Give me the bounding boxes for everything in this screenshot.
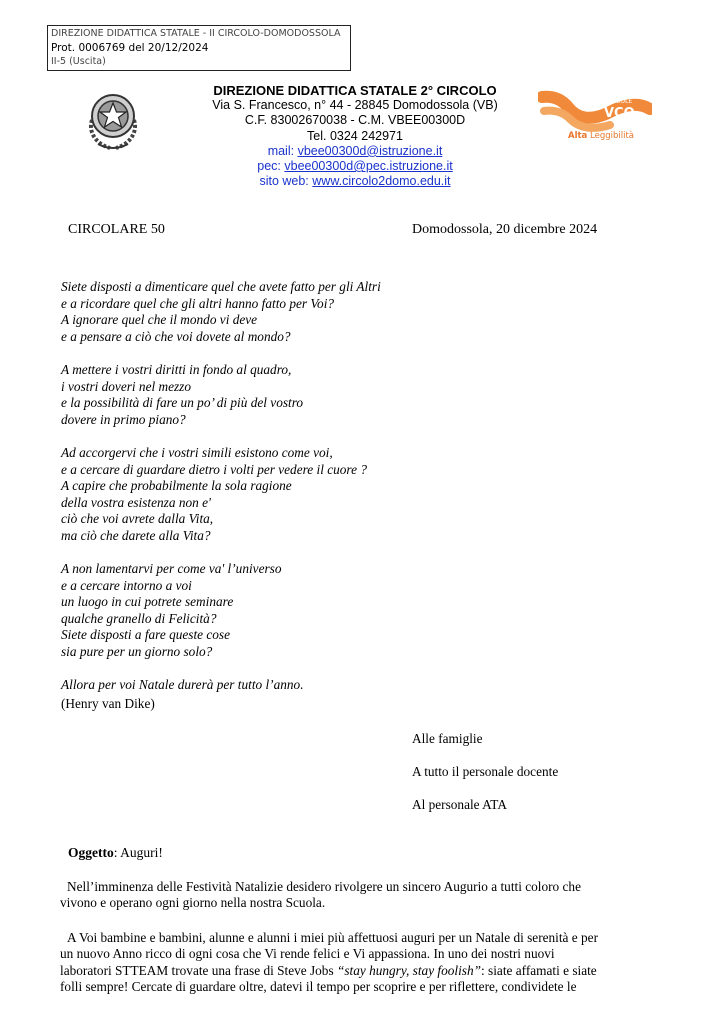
poem-line: dovere in primo piano?: [61, 411, 186, 427]
circular-number: CIRCOLARE 50: [68, 222, 165, 237]
poem-line: e a cercare di guardare dietro i volti per vedere il cuore ?: [61, 461, 367, 477]
stamp-protocol-number: Prot. 0006769 del 20/12/2024: [51, 42, 209, 54]
poem-line: A non lamentarvi per come va' l’universo: [61, 561, 282, 577]
mail-row: [195, 144, 515, 159]
recipient-teachers: A tutto il personale docente: [412, 764, 559, 779]
school-codes: C.F. 83002670038 - C.M. VBEE00300D: [244, 113, 466, 128]
pec-label: pec:: [257, 159, 285, 174]
paragraph-line: Nell’imminenza delle Festività Natalizie desidero rivolgere un sincero Augurio a tutti coloro che: [67, 879, 581, 894]
website-label: sito web:: [259, 174, 313, 189]
subject-label: Oggetto: [68, 845, 114, 860]
subject-line: [68, 845, 163, 861]
poem-line: ma ciò che darete alla Vita?: [61, 527, 211, 543]
poem-stanza: [61, 362, 621, 428]
poem-line: Siete disposti a fare queste cose: [61, 627, 231, 643]
subject-text: : Auguri!: [113, 845, 163, 860]
website-row: [195, 174, 515, 189]
body-paragraph-1: [60, 879, 660, 912]
poem-line: e a ricordare quel che gli altri hanno fatto per Voi?: [61, 295, 335, 311]
poem-line: sia pure per un giorno solo?: [61, 644, 213, 660]
pec-link[interactable]: vbee00300d@pec.istruzione.it: [284, 159, 453, 174]
poem-line: Ad accorgervi che i vostri simili esistono come voi,: [61, 444, 333, 460]
paragraph-line: [60, 963, 660, 979]
poem-line: qualche granello di Felicità?: [61, 610, 217, 626]
protocol-stamp: [47, 25, 351, 71]
poem: [61, 279, 621, 710]
pec-row: [195, 159, 515, 174]
poem-line: e la possibilità di fare un po’ di più del vostro: [61, 395, 304, 411]
poem-line: e a cercare intorno a voi: [61, 577, 192, 593]
poem-stanza: [61, 677, 621, 694]
letter-date: Domodossola, 20 dicembre 2024: [412, 222, 598, 237]
logo-caption: [568, 131, 634, 141]
paragraph-line: A Voi bambine e bambini, alunne e alunni i miei più affettuosi auguri per un Natale di serenità e per: [67, 930, 598, 945]
website-link[interactable]: www.circolo2domo.edu.it: [312, 174, 451, 189]
poem-stanza: [61, 445, 621, 545]
paragraph-line: un nuovo Anno ricco di ogni cosa che Vi rende felici e Vi appassiona. In uno dei nostri nuovi: [60, 946, 555, 962]
poem-line: della vostra esistenza non e': [61, 494, 211, 510]
steve-jobs-quote: “stay hungry, stay foolish”: [336, 962, 482, 978]
logo-caption-rest: Leggibilità: [587, 131, 634, 141]
paragraph-text: : siate affamati e siate: [481, 962, 597, 978]
letterhead: [195, 83, 515, 189]
recipient-families: Alle famiglie: [412, 731, 483, 746]
mail-link[interactable]: vbee00300d@istruzione.it: [297, 143, 443, 158]
paragraph-text: laboratori STTEAM trovate una frase di Steve Jobs: [60, 962, 337, 978]
school-name: DIREZIONE DIDATTICA STATALE 2° CIRCOLO: [213, 83, 497, 98]
logo-caption-bold: Alta: [568, 131, 588, 141]
school-phone: Tel. 0324 242971: [307, 128, 403, 143]
stamp-classification: II-5 (Uscita): [51, 56, 106, 67]
school-address: Via S. Francesco, n° 44 - 28845 Domodossola (VB): [212, 98, 498, 113]
poem-line: Allora per voi Natale durerà per tutto l’anno.: [61, 677, 304, 693]
logo-school-text: SCUOLE: [608, 98, 633, 105]
poem-stanza: [61, 561, 621, 661]
poem-line: un luogo in cui potrete seminare: [61, 594, 234, 610]
poem-line: A capire che probabilmente la sola ragione: [61, 478, 292, 494]
poem-line: A ignorare quel che il mondo vi deve: [61, 312, 258, 328]
recipient-ata-staff: Al personale ATA: [412, 797, 507, 812]
poem-line: e a pensare a ciò che voi dovete al mondo?: [61, 328, 291, 344]
poem-line: A mettere i vostri diritti in fondo al quadro,: [61, 361, 292, 377]
poem-line: Siete disposti a dimenticare quel che avete fatto per gli Altri: [61, 279, 381, 294]
paragraph-line: vivono e operano ogni giorno nella nostra Scuola.: [60, 895, 326, 911]
poem-author: (Henry van Dike): [61, 696, 155, 711]
body-paragraph-2: [60, 930, 660, 996]
poem-line: i vostri doveri nel mezzo: [61, 378, 191, 394]
poem-line: ciò che voi avrete dalla Vita,: [61, 511, 214, 527]
stamp-institution: DIREZIONE DIDATTICA STATALE - II CIRCOLO-DOMODOSSOLA: [51, 28, 341, 39]
mail-label: mail:: [267, 143, 298, 158]
poem-stanza: [61, 279, 621, 345]
logo-vco-text: VCO: [604, 106, 635, 121]
republic-emblem-icon: [82, 86, 144, 152]
paragraph-line: folli sempre! Cercate di guardare oltre, datevi il tempo per scoprire e per riflettere, condividete le: [60, 979, 577, 995]
